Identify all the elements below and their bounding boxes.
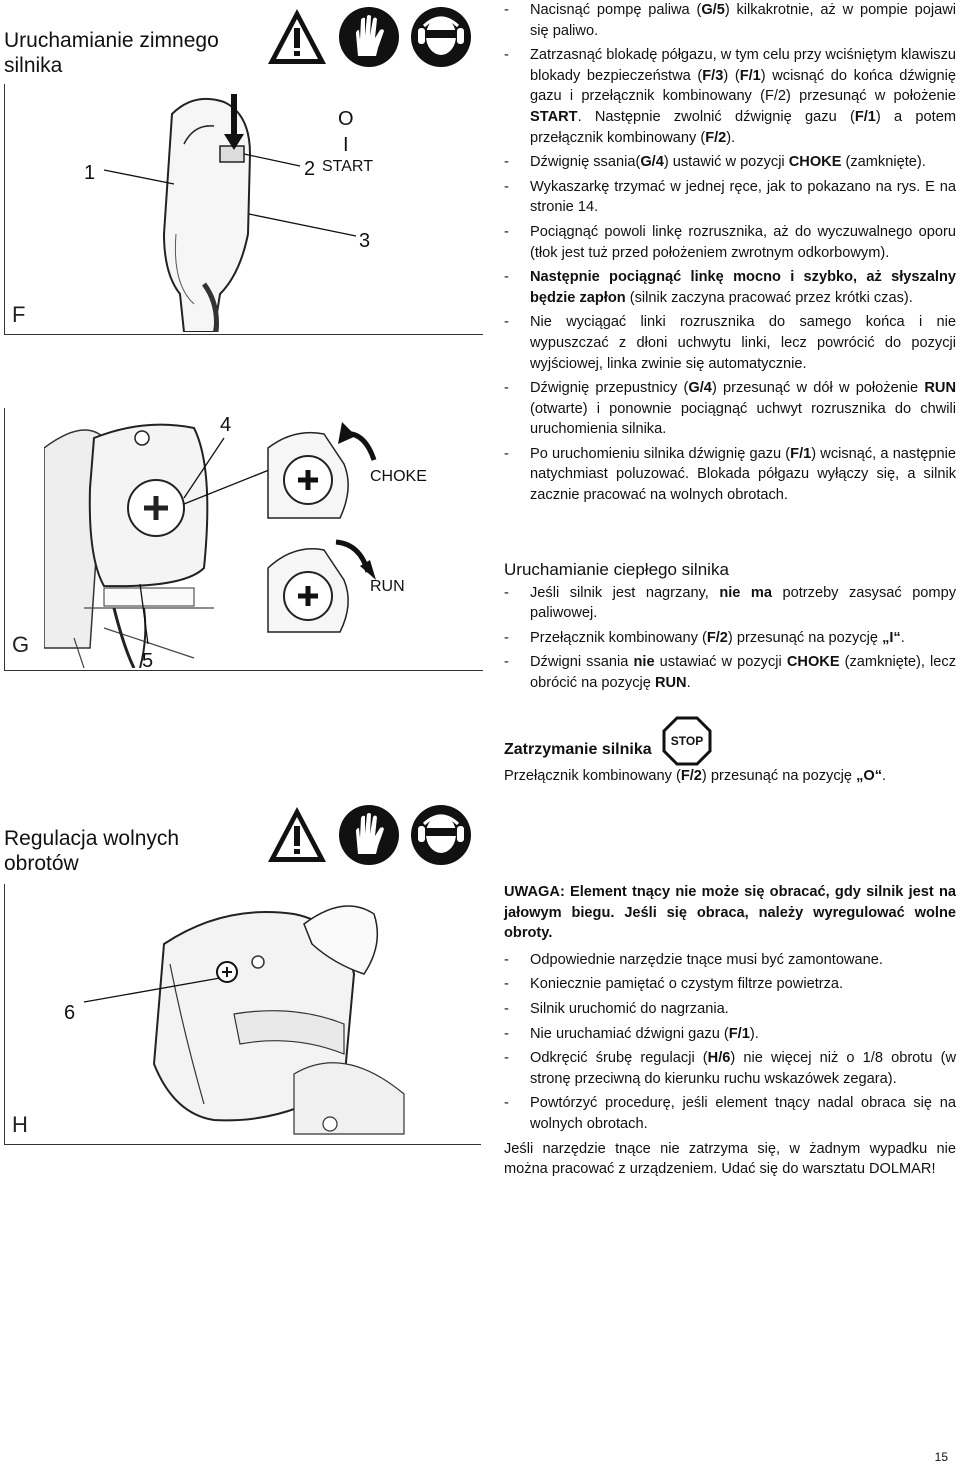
idle-item: - Odkręcić śrubę regulacji (H/6) nie więcej niż o 1/8 obrotu (w stronę przeciwną do kierunku ruchu wskazówek zegara). <box>504 1050 956 1087</box>
stop-instruction: Przełącznik kombinowany (F/2) przesunąć na pozycję „O“. <box>504 768 887 784</box>
cold-start-item: - Nie wyciągać linki rozrusznika do samego końca i nie wypuszczać z dłoni uchwytu linki, lecz powrócić do pozycji wyjściowej, linka zwinie się automatycznie. <box>504 314 956 372</box>
idle-warning: UWAGA: Element tnący nie może się obracać, gdy silnik jest na jałowym biegu. Jeśli się obraca, należy wyregulować wolne obroty. <box>504 884 956 942</box>
warm-start-item: - Przełącznik kombinowany (F/2) przesunąć na pozycję „I“. <box>504 629 905 646</box>
warm-start-item: - Dźwigni ssania nie ustawiać w pozycji CHOKE (zamknięte), lecz obrócić na pozycję RUN. <box>504 654 956 691</box>
section-title-line1: Uruchamianie zimnego <box>4 29 219 52</box>
safety-icons-bottom <box>266 804 472 866</box>
callout-3: 3 <box>359 230 371 252</box>
callout-2: 2 <box>304 158 316 180</box>
stop-section <box>504 716 956 787</box>
cold-start-item: - Dźwignię przepustnicy (G/4) przesunąć w dół w położenie RUN (otwarte) i ponownie pociągnąć uchwyt rozrusznika do chwili uruchomienia silnika. <box>504 380 956 438</box>
section-title-line2: silnika <box>4 54 63 77</box>
switch-position-i: I <box>343 134 349 156</box>
switch-position-start: START <box>322 158 373 175</box>
page-number: 15 <box>934 1450 948 1464</box>
callout-5: 5 <box>142 650 154 672</box>
cold-start-item: - Wykaszarkę trzymać w jednej ręce, jak to pokazano na rys. E na stronie 14. <box>504 178 956 216</box>
section-title-line2: obrotów <box>4 852 79 875</box>
ear-eye-protection-icon <box>410 804 472 866</box>
idle-section <box>504 882 956 1180</box>
section-title-idle <box>4 826 179 876</box>
callout-4: 4 <box>220 414 232 436</box>
section-title-line1: Regulacja wolnych <box>4 827 180 850</box>
warm-start-item: - Jeśli silnik jest nagrzany, nie ma potrzeby zasysać pompy paliwowej. <box>504 584 956 622</box>
idle-closing: Jeśli narzędzie tnące nie zatrzyma się, w żadnym wypadku nie można pracować z urządzeniem. Udać się do warsztatu DOLMAR! <box>504 1140 956 1178</box>
warm-start-instructions <box>504 583 956 694</box>
gloves-icon <box>338 804 400 866</box>
idle-instructions <box>504 950 956 1135</box>
ear-eye-protection-icon <box>410 6 472 68</box>
idle-item: - Koniecznie pamiętać o czystym filtrze powietrza. <box>504 976 844 993</box>
cold-start-item: - Po uruchomieniu silnika dźwignię gazu (F/1) wcisnąć, a następnie natychmiast poluzować. Blokada półgazu wyłączy się, a silnik zacznie pracować na wolnych obrotach. <box>504 445 956 504</box>
section-title-cold-start <box>4 28 219 78</box>
idle-item: - Powtórzyć procedurę, jeśli element tnący nadal obraca się na wolnych obrotach. <box>504 1095 956 1132</box>
cold-start-item: - Dźwignię ssania(G/4) ustawić w pozycji CHOKE (zamknięte). <box>504 154 926 171</box>
stop-sign-text: STOP <box>670 734 703 748</box>
run-label: RUN <box>370 578 405 595</box>
figure-f-letter: F <box>12 302 26 327</box>
stop-title: Zatrzymanie silnika <box>504 741 652 758</box>
warning-triangle-icon <box>266 804 328 866</box>
warning-triangle-icon <box>266 6 328 68</box>
figure-g-letter: G <box>12 632 30 657</box>
figure-g-choke-illustration <box>44 408 480 668</box>
idle-item: - Nie uruchamiać dźwigni gazu (F/1). <box>504 1025 759 1042</box>
figure-h-idle-screw-illustration <box>44 884 480 1142</box>
callout-6: 6 <box>64 1002 76 1024</box>
figure-f-handle-illustration <box>44 84 480 332</box>
stop-sign-icon <box>662 716 712 766</box>
cold-start-instructions <box>504 0 956 510</box>
choke-label: CHOKE <box>370 468 427 485</box>
cold-start-item: - Nacisnąć pompę paliwa (G/5) kilkakrotnie, aż w pompie pojawi się paliwo. <box>504 2 956 39</box>
warm-start-title: Uruchamianie ciepłego silnika <box>504 560 729 579</box>
warm-start-section <box>504 560 956 698</box>
gloves-icon <box>338 6 400 68</box>
idle-item: - Odpowiednie narzędzie tnące musi być zamontowane. <box>504 951 883 968</box>
cold-start-item: - Zatrzasnąć blokadę półgazu, w tym celu przy wciśniętym klawiszu blokady bezpieczeństwa (F/3) (F/1) wcisnąć do końca dźwignię gazu i przełącznik kombinowany (F/2) przesunąć w położenie START. Następnie zwolnić dźwignię gazu (F/1) a potem przełącznik kombinowany (F/2). <box>504 47 956 146</box>
switch-position-o: O <box>338 108 354 130</box>
cold-start-item: - Następnie pociągnąć linkę mocno i szybko, aż słyszalny będzie zapłon (silnik zaczyna pracować przez krótki czas). <box>504 269 956 306</box>
safety-icons-top <box>266 6 472 68</box>
callout-1: 1 <box>84 162 96 184</box>
figure-h-letter: H <box>12 1112 28 1137</box>
idle-item: - Silnik uruchomić do nagrzania. <box>504 1000 729 1017</box>
cold-start-item: - Pociągnąć powoli linkę rozrusznika, aż do wyczuwalnego oporu (tłok jest tuż przed położeniem zwrotnym odkorbowym). <box>504 223 956 261</box>
